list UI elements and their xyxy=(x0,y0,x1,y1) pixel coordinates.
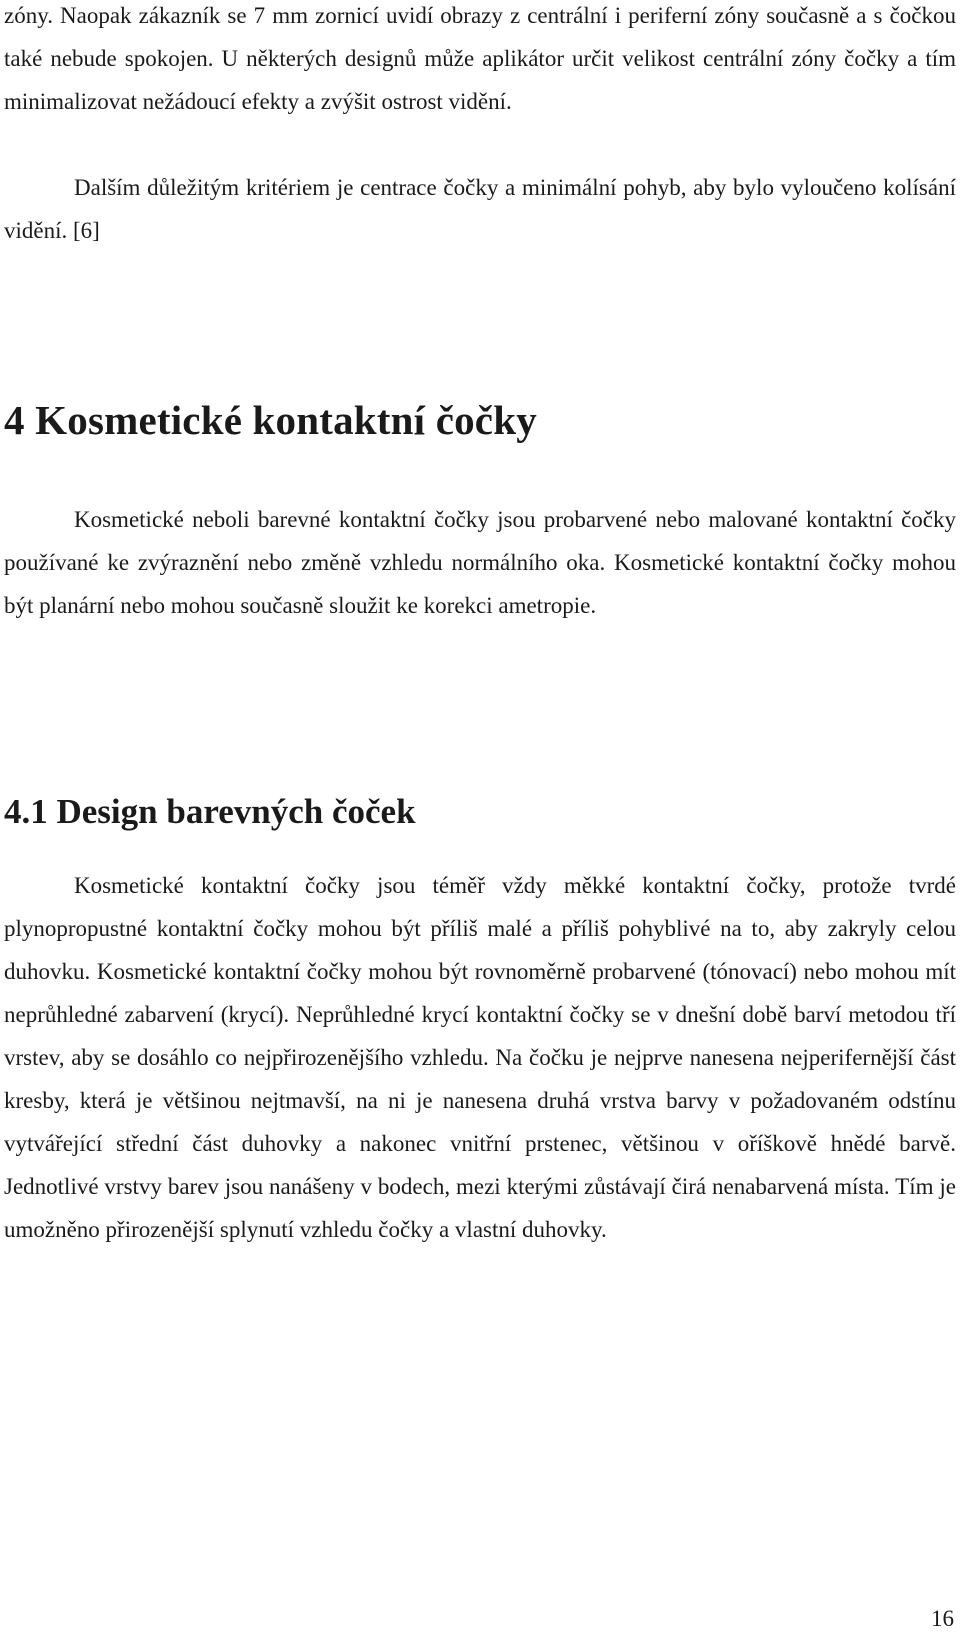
paragraph-centration: Dalším důležitým kritériem je centrace čočky a minimální pohyb, aby bylo vyloučeno kolísání vidění. [6] xyxy=(4,175,956,243)
paragraph-cosmetic-intro: Kosmetické neboli barevné kontaktní čočky jsou probarvené nebo malované kontaktní čočky používané ke zvýraznění nebo změně vzhledu normálního oka. Kosmetické kontaktní čočky mohou být planární nebo mohou současně sloužit ke korekci ametropie. xyxy=(4,507,956,618)
chapter-heading: 4 Kosmetické kontaktní čočky xyxy=(4,397,537,443)
page-number: 16 xyxy=(931,1606,954,1631)
paragraph-continued: zóny. Naopak zákazník se 7 mm zornicí uvidí obrazy z centrální i periferní zóny současně a s čočkou také nebude spokojen. U některých designů může aplikátor určit velikost centrální zóny čočky a tím minimalizovat nežádoucí efekty a zvýšit ostrost vidění. xyxy=(4,3,956,114)
paragraph-design: Kosmetické kontaktní čočky jsou téměř vždy měkké kontaktní čočky, protože tvrdé plynopropustné kontaktní čočky mohou být příliš malé a příliš pohyblivé na to, aby zakryly celou duhovku. Kosmetické kontaktní čočky mohou být rovnoměrně probarvené (tónovací) nebo mohou mít neprůhledné zabarvení (krycí). Neprůhledné krycí kontaktní čočky se v dnešní době barví metodou tří vrstev, aby se dosáhlo co nejpřirozenějšího vzhledu. Na čočku je nejprve nanesena nejperifernější část kresby, která je většinou nejtmavší, na ni je nanesena druhá vrstva barvy v požadovaném odstínu vytvářející střední část duhovky a nakonec vnitřní prstenec, většinou v oříškově hnědé barvě. Jednotlivé vrstvy barev jsou nanášeny v bodech, mezi kterými zůstávají čirá nenabarvená místa. Tím je umožněno přirozenější splynutí vzhledu čočky a vlastní duhovky. xyxy=(4,873,956,1242)
section-heading: 4.1 Design barevných čoček xyxy=(4,792,416,831)
